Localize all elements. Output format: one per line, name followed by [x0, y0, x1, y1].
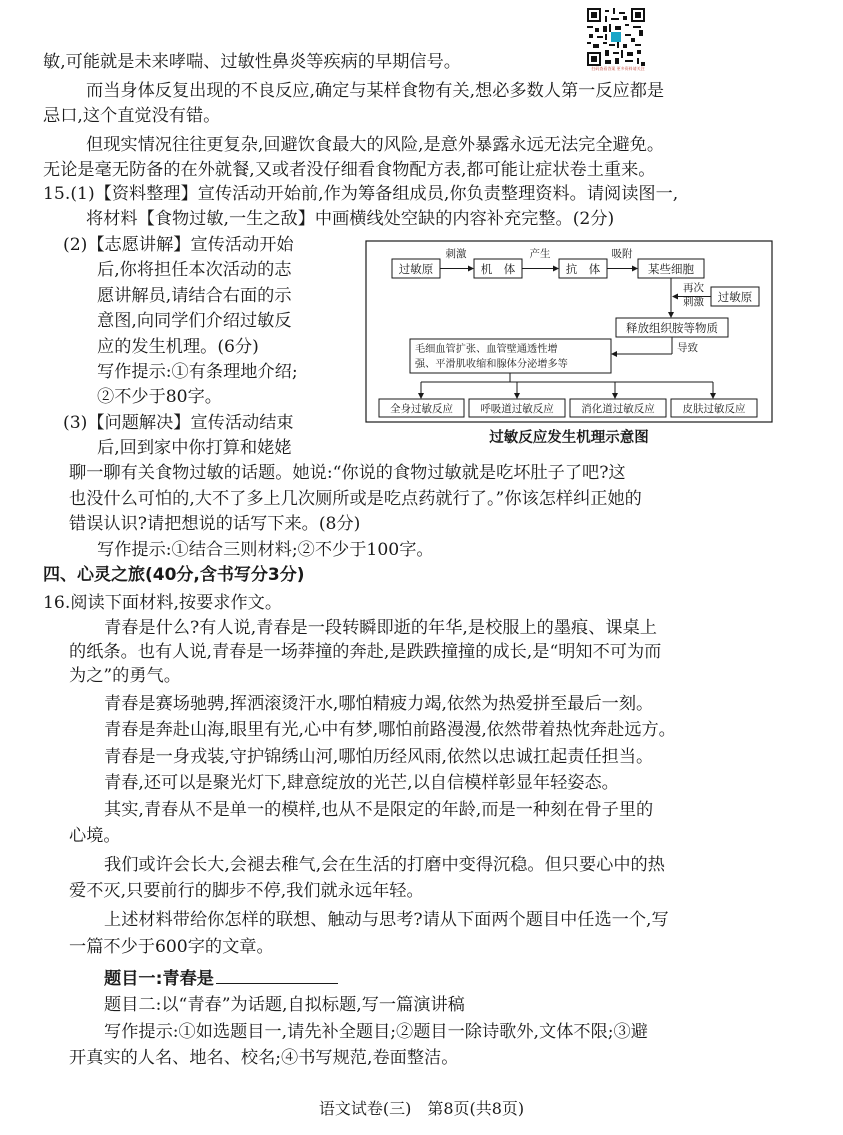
- arrow-label-produce: 产生: [529, 248, 551, 260]
- histamine-label: 释放组织胺等物质: [626, 321, 718, 335]
- text-line: 青春是赛场驰骋,挥洒滚烫汗水,哪怕精疲力竭,依然为热爱拼至最后一刻。: [104, 694, 654, 714]
- text-line: 一篇不少于600字的文章。: [69, 937, 274, 957]
- result-respiratory-label: 呼吸道过敏反应: [480, 403, 554, 415]
- text-line: 心境。: [69, 826, 121, 846]
- diagram-caption: 过敏反应发生机理示意图: [489, 430, 649, 446]
- text-line: 但现实情况往往更复杂,回避饮食最大的风险,是意外暴露永远无法完全避免。: [86, 135, 665, 155]
- writing-tip: 写作提示:①如选题目一,请先补全题目;②题目一除诗歌外,文体不限;③避: [104, 1022, 648, 1042]
- text-line: 愿讲解员,请结合右面的示: [97, 286, 292, 306]
- section-heading: 四、心灵之旅(40分,含书写分3分): [43, 565, 305, 585]
- arrow-label-stimulate-again: 刺激: [683, 296, 704, 308]
- text-line: 敏,可能就是未来哮喘、过敏性鼻炎等疾病的早期信号。: [43, 52, 461, 72]
- text-line: 青春,还可以是聚光灯下,肆意绽放的光芒,以自信模样彰显年轻姿态。: [104, 773, 619, 793]
- question-15-3: (3)【问题解决】宣传活动结束: [63, 413, 294, 433]
- question-15-2: (2)【志愿讲解】宣传活动开始: [63, 235, 294, 255]
- antibody-label: 抗 体: [565, 262, 601, 276]
- text-line: 其实,青春从不是单一的模样,也从不是限定的年龄,而是一种刻在骨子里的: [104, 800, 654, 820]
- qr-caption: 扫码查看答案 更多资料请关注: [591, 66, 645, 71]
- result-systemic-label: 全身过敏反应: [390, 403, 453, 415]
- arrow-label-stimulate: 刺激: [445, 248, 467, 260]
- text-line: 将材料【食物过敏,一生之敌】中画横线处空缺的内容补充完整。(2分): [86, 209, 615, 229]
- text-line: 青春是一身戎装,守护锦绣山河,哪怕历经风雨,依然以忠诚扛起责任担当。: [104, 747, 654, 767]
- text-line: 后,你将担任本次活动的志: [97, 260, 292, 280]
- allergy-mechanism-diagram: [365, 240, 773, 423]
- allergen-label: 过敏原: [398, 262, 434, 276]
- text-line: 爱不灭,只要前行的脚步不停,我们就永远年轻。: [69, 881, 424, 901]
- arrow-label-lead: 导致: [677, 342, 698, 354]
- text-line: 应的发生机理。(6分): [97, 337, 259, 357]
- cells-label: 某些细胞: [648, 262, 694, 276]
- text-line: 我们或许会长大,会褪去稚气,会在生活的打磨中变得沉稳。但只要心中的热: [104, 855, 665, 875]
- topic-two: 题目二:以“青春”为话题,自拟标题,写一篇演讲稿: [104, 995, 465, 1015]
- question-15-1: 15.(1)【资料整理】宣传活动开始前,作为筹备组成员,你负责整理资料。请阅读图一,: [43, 184, 679, 204]
- text-line: 而当身体反复出现的不良反应,确定与某样食物有关,想必多数人第一反应都是: [86, 81, 665, 101]
- text-line: 上述材料带给你怎样的联想、触动与思考?请从下面两个题目中任选一个,写: [104, 910, 669, 930]
- writing-tip: 写作提示:①有条理地介绍;: [97, 362, 298, 382]
- topic-one-label: 题目一:青春是: [104, 969, 214, 989]
- effects-line-2: 强、平滑肌收缩和腺体分泌增多等: [415, 359, 568, 370]
- topic-one: [104, 965, 338, 991]
- topic-blank: [216, 965, 338, 984]
- text-line: 的纸条。也有人说,青春是一场莽撞的奔赴,是跌跌撞撞的成长,是“明知不可为而: [69, 642, 662, 662]
- text-line: ②不少于80字。: [97, 387, 222, 407]
- text-line: 青春是什么?有人说,青春是一段转瞬即逝的年华,是校服上的墨痕、课桌上: [104, 618, 657, 638]
- allergen-again-label: 过敏原: [717, 290, 753, 304]
- arrow-label-adsorb: 吸附: [611, 248, 633, 260]
- text-line: 聊一聊有关食物过敏的话题。她说:“你说的食物过敏就是吃坏肚子了吧?这: [69, 463, 626, 483]
- text-line: 为之”的勇气。: [69, 666, 181, 686]
- page-footer: 语文试卷(三) 第8页(共8页): [318, 1099, 525, 1118]
- qr-code-icon: [587, 8, 645, 66]
- result-digestive-label: 消化道过敏反应: [581, 403, 655, 415]
- text-line: 后,回到家中你打算和姥姥: [97, 438, 292, 458]
- text-line: 意图,向同学们介绍过敏反: [97, 311, 292, 331]
- text-line: 也没什么可怕的,大不了多上几次厕所或是吃点药就行了。”你该怎样纠正她的: [69, 489, 642, 509]
- text-line: 错误认识?请把想说的话写下来。(8分): [69, 514, 361, 534]
- writing-tip: 写作提示:①结合三则材料;②不少于100字。: [97, 540, 434, 560]
- text-line: 青春是奔赴山海,眼里有光,心中有梦,哪怕前路漫漫,依然带着热忱奔赴远方。: [104, 720, 676, 740]
- result-skin-label: 皮肤过敏反应: [682, 403, 746, 415]
- question-16: 16.阅读下面材料,按要求作文。: [43, 593, 283, 613]
- text-line: 忌口,这个直觉没有错。: [43, 106, 221, 126]
- body-label: 机 体: [480, 262, 516, 276]
- text-line: 开真实的人名、地名、校名;④书写规范,卷面整洁。: [69, 1048, 459, 1068]
- effects-line-1: 毛细血管扩张、血管壁通透性增: [415, 344, 558, 355]
- text-line: 无论是毫无防备的在外就餐,又或者没仔细看食物配方表,都可能让症状卷土重来。: [43, 160, 656, 180]
- arrow-label-again: 再次: [683, 282, 704, 294]
